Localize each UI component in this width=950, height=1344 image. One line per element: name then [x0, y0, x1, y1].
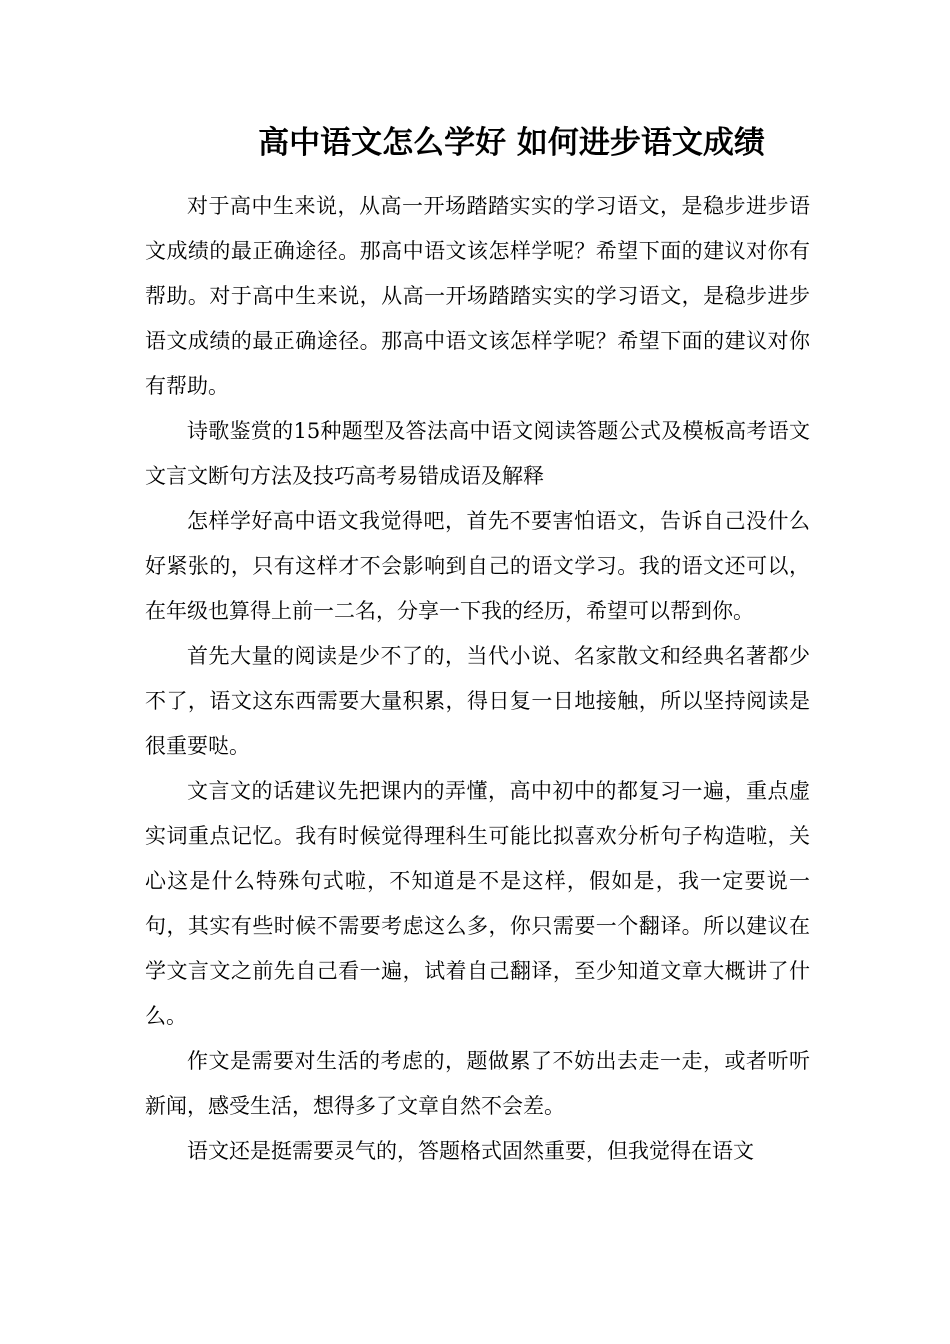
- paragraph-classical-chinese: 文言文的话建议先把课内的弄懂，高中初中的都复习一遍，重点虚实词重点记忆。我有时候觉得理科生可能比拟喜欢分析句子构造啦，关心这是什么特殊句式啦，不知道是不是这样，假如是，我一定要说一句，其实有些时候不需要考虑这么多，你只需要一个翻译。所以建议在学文言文之前先自己看一遍，试着自己翻译，至少知道文章大概讲了什么。: [145, 779, 810, 1028]
- paragraph-related-topics: 诗歌鉴赏的15种题型及答法高中语文阅读答题公式及模板高考语文文言文断句方法及技巧高考易错成语及解释: [145, 419, 810, 488]
- paragraph-intro: 对于高中生来说，从高一开场踏踏实实的学习语文，是稳步进步语文成绩的最正确途径。那高中语文该怎样学呢？希望下面的建议对你有帮助。对于高中生来说，从高一开场踏踏实实的学习语文，是稳步进步语文成绩的最正确途径。那高中语文该怎样学呢？希望下面的建议对你有帮助。: [145, 194, 810, 398]
- document-title: 高中语文怎么学好 如何进步语文成绩: [258, 125, 765, 161]
- paragraph-inspiration: 语文还是挺需要灵气的，答题格式固然重要，但我觉得在语文: [187, 1139, 754, 1163]
- document-body: [145, 184, 810, 1174]
- paragraph-composition: 作文是需要对生活的考虑的，题做累了不妨出去走一走，或者听听新闻，感受生活，想得多了文章自然不会差。: [145, 1049, 810, 1118]
- paragraph-reading: 首先大量的阅读是少不了的，当代小说、名家散文和经典名著都少不了，语文这东西需要大量积累，得日复一日地接触，所以坚持阅读是很重要哒。: [145, 644, 810, 758]
- paragraph-mindset: 怎样学好高中语文我觉得吧，首先不要害怕语文，告诉自己没什么好紧张的，只有这样才不会影响到自己的语文学习。我的语文还可以，在年级也算得上前一二名，分享一下我的经历，希望可以帮到你。: [145, 509, 810, 623]
